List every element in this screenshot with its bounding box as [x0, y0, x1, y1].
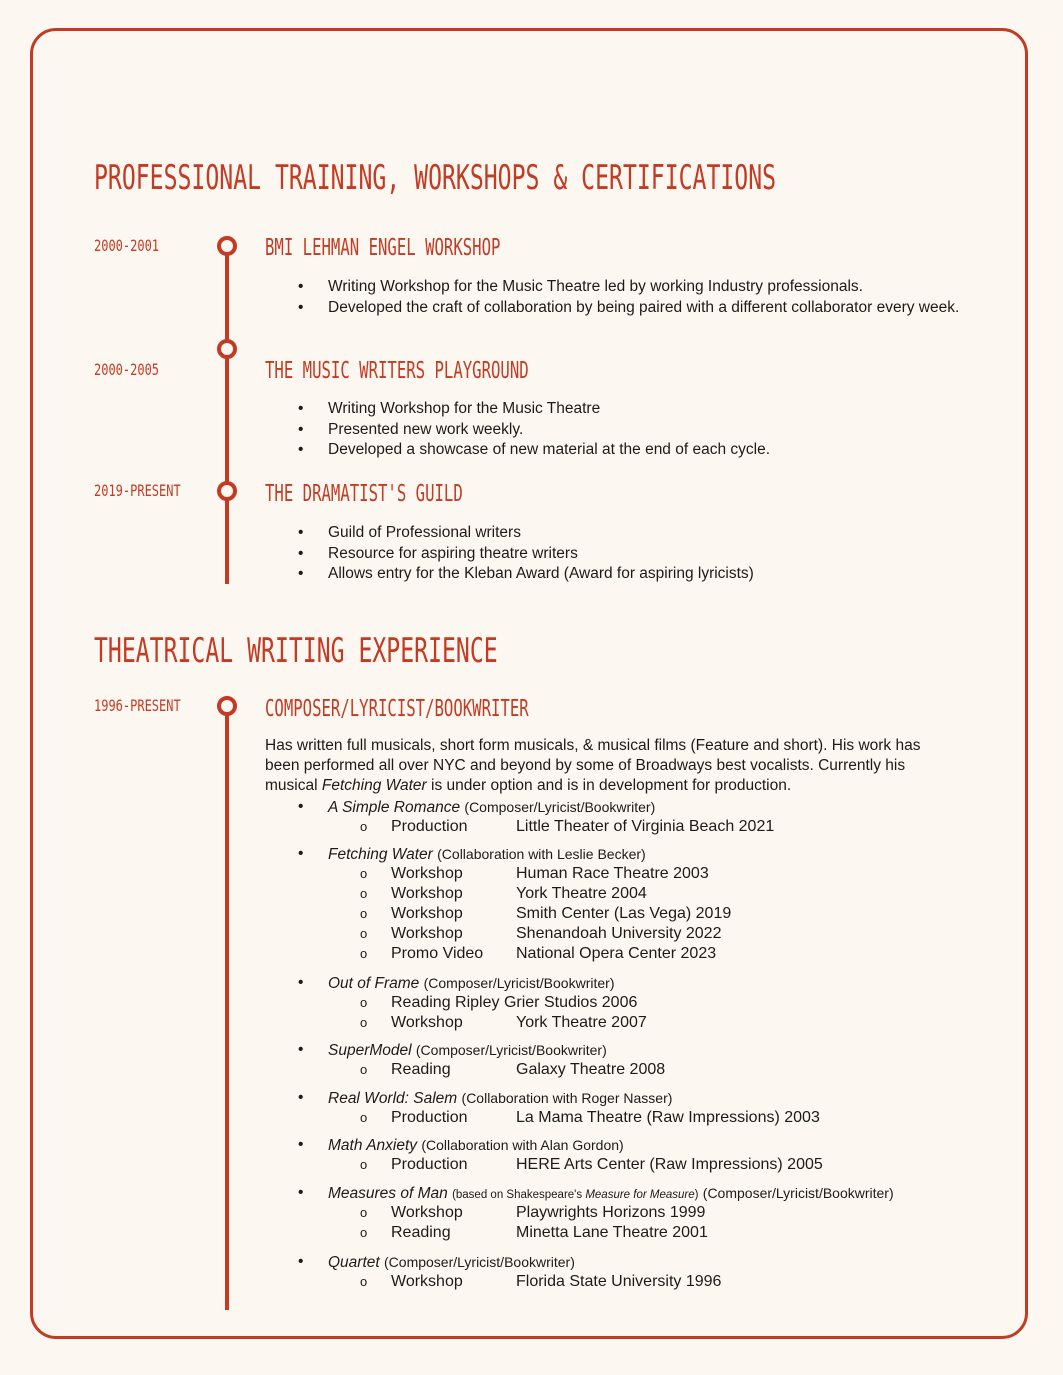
entry-title: THE MUSIC WRITERS PLAYGROUND	[265, 358, 529, 384]
bullet-item: • Writing Workshop for the Music Theatre	[300, 399, 960, 420]
work-note: (Composer/Lyricist/Bookwriter)	[415, 1042, 607, 1058]
event-venue: York Theatre 2007	[516, 1014, 647, 1031]
event-type: Workshop	[391, 885, 463, 902]
source-title: Measure for Measure	[585, 1189, 695, 1201]
work-event	[300, 924, 980, 944]
sub-bullet-icon: o	[360, 1225, 368, 1240]
event-type: Production	[391, 818, 468, 835]
work-event	[300, 1013, 980, 1033]
work-title: A Simple Romance	[328, 799, 461, 816]
sub-bullet-icon: o	[360, 1062, 368, 1077]
work-note: (Collaboration with Roger Nasser)	[461, 1090, 673, 1106]
event-venue: Playwrights Horizons 1999	[516, 1204, 706, 1221]
work-title: Fetching Water	[328, 846, 433, 863]
event-type: Production	[391, 1109, 468, 1126]
bullet-item: • Guild of Professional writers	[300, 523, 960, 544]
entry-title: BMI LEHMAN ENGEL WORKSHOP	[265, 235, 501, 261]
work-source-note	[452, 1189, 698, 1201]
event-type: Workshop	[391, 865, 463, 882]
event-type: Workshop	[391, 905, 463, 922]
event-venue: Minetta Lane Theatre 2001	[516, 1224, 708, 1241]
work-item	[300, 797, 980, 837]
work-heading	[300, 1135, 980, 1155]
event-type: Workshop	[391, 1204, 463, 1221]
source-text: (based on Shakespeare's	[452, 1189, 586, 1201]
event-venue: La Mama Theatre (Raw Impressions) 2003	[516, 1109, 820, 1126]
timeline-dot-icon	[217, 236, 237, 256]
work-event	[300, 1108, 980, 1128]
bullet-item: • Developed a showcase of new material at the end of each cycle.	[300, 440, 960, 461]
event-venue: Smith Center (Las Vega) 2019	[516, 905, 732, 922]
work-note: (Composer/Lyricist/Bookwriter)	[423, 975, 615, 991]
event-venue: Galaxy Theatre 2008	[516, 1061, 666, 1078]
sub-bullet-icon: o	[360, 1015, 368, 1030]
entry-date: 2000-2005	[94, 360, 160, 379]
entry-title: THE DRAMATIST'S GUILD	[265, 481, 463, 507]
timeline-dot-icon	[217, 481, 237, 501]
work-title: Out of Frame	[328, 975, 420, 992]
work-note: (Composer/Lyricist/Bookwriter)	[464, 799, 656, 815]
work-heading	[300, 797, 980, 817]
sub-bullet-icon: o	[360, 866, 368, 881]
work-item	[300, 844, 980, 964]
bullet-item: • Developed the craft of collaboration by being paired with a different collaborator every week.	[300, 298, 960, 319]
entry-date: 2000-2001	[94, 236, 160, 255]
work-note: (Collaboration with Leslie Becker)	[437, 846, 646, 862]
work-event	[300, 1155, 980, 1175]
work-title: Quartet	[328, 1254, 380, 1271]
work-event	[300, 904, 980, 924]
entry-date: 2019-PRESENT	[94, 481, 181, 500]
event-venue: Florida State University 1996	[516, 1273, 722, 1290]
sub-bullet-icon: o	[360, 1110, 368, 1125]
entry-summary	[265, 736, 955, 796]
work-note: (Composer/Lyricist/Bookwriter)	[384, 1254, 575, 1270]
event-venue: Shenandoah University 2022	[516, 925, 722, 942]
bullet-item: • Resource for aspiring theatre writers	[300, 544, 960, 565]
work-item	[300, 1088, 980, 1128]
work-heading	[300, 1088, 980, 1108]
bullet-item: • Writing Workshop for the Music Theatre led by working Industry professionals.	[300, 277, 960, 298]
summary-text: is under option and is in development for production.	[426, 777, 792, 794]
entry-bullets	[300, 277, 960, 318]
work-title: Measures of Man	[328, 1185, 448, 1202]
event-type: Reading Ripley Grier Studios 2006	[391, 994, 638, 1011]
section-title-writing: THEATRICAL WRITING EXPERIENCE	[94, 631, 498, 671]
work-title: Math Anxiety	[328, 1137, 418, 1154]
event-venue: National Opera Center 2023	[516, 945, 717, 962]
sub-bullet-icon: o	[360, 886, 368, 901]
timeline-dot-icon	[217, 339, 237, 359]
work-item	[300, 1135, 980, 1175]
sub-bullet-icon: o	[360, 819, 368, 834]
summary-italic-title: Fetching Water	[321, 777, 427, 794]
work-item	[300, 1040, 980, 1080]
event-venue: Little Theater of Virginia Beach 2021	[516, 818, 775, 835]
event-type: Production	[391, 1156, 468, 1173]
sub-bullet-icon: o	[360, 906, 368, 921]
sub-bullet-icon: o	[360, 995, 368, 1010]
work-item	[300, 1183, 980, 1243]
entry-bullets	[300, 399, 960, 461]
work-item	[300, 973, 980, 1033]
entry-date: 1996-PRESENT	[94, 696, 181, 715]
source-text: )	[694, 1189, 699, 1201]
work-heading	[300, 844, 980, 864]
event-venue: York Theatre 2004	[516, 885, 647, 902]
bullet-item: • Allows entry for the Kleban Award (Award for aspiring lyricists)	[300, 564, 960, 585]
sub-bullet-icon: o	[360, 926, 368, 941]
event-type: Reading	[391, 1061, 451, 1078]
bullet-item: • Presented new work weekly.	[300, 420, 960, 441]
entry-title: COMPOSER/LYRICIST/BOOKWRITER	[265, 696, 529, 722]
work-note: (Collaboration with Alan Gordon)	[421, 1137, 624, 1153]
event-venue: Human Race Theatre 2003	[516, 865, 709, 882]
work-heading	[300, 1252, 980, 1272]
timeline-line-writing	[225, 706, 229, 1310]
work-heading	[300, 1183, 980, 1203]
entry-bullets	[300, 523, 960, 585]
timeline-line-training	[225, 246, 229, 584]
sub-bullet-icon: o	[360, 946, 368, 961]
work-heading	[300, 1040, 980, 1060]
work-title: SuperModel	[328, 1042, 412, 1059]
work-event	[300, 1060, 980, 1080]
work-event	[300, 817, 980, 837]
sub-bullet-icon: o	[360, 1157, 368, 1172]
work-note: (Composer/Lyricist/Bookwriter)	[702, 1185, 894, 1201]
work-heading	[300, 973, 980, 993]
sub-bullet-icon: o	[360, 1274, 368, 1289]
work-event	[300, 864, 980, 884]
work-event	[300, 1272, 980, 1292]
work-item	[300, 1252, 980, 1292]
summary-text: Has written full musicals, short form musicals, & musical films (Feature and short). His work has been performed all over NYC and beyond by some of Broadways best vocalists. Currently his musical	[265, 737, 921, 794]
event-type: Workshop	[391, 925, 463, 942]
work-event	[300, 944, 980, 964]
timeline-dot-icon	[217, 696, 237, 716]
work-event	[300, 1203, 980, 1223]
event-venue: HERE Arts Center (Raw Impressions) 2005	[516, 1156, 823, 1173]
event-type: Workshop	[391, 1273, 463, 1290]
event-type: Workshop	[391, 1014, 463, 1031]
work-event	[300, 1223, 980, 1243]
section-title-training: PROFESSIONAL TRAINING, WORKSHOPS & CERTIFICATIONS	[94, 158, 777, 198]
event-type: Reading	[391, 1224, 451, 1241]
event-type: Promo Video	[391, 945, 484, 962]
work-event	[300, 884, 980, 904]
sub-bullet-icon: o	[360, 1205, 368, 1220]
work-event	[300, 993, 980, 1013]
work-title: Real World: Salem	[328, 1090, 458, 1107]
